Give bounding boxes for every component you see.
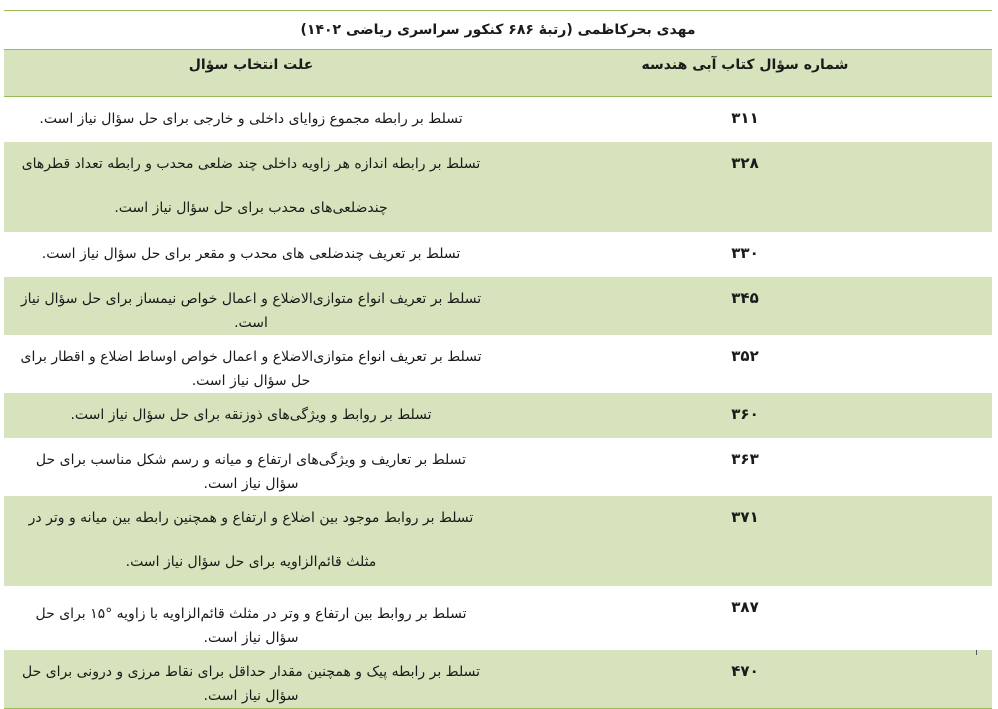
selection-reason: تسلط بر روابط موجود بین اضلاع و ارتفاع و همچنین رابطه بین میانه و وتر در مثلث قائم‌الزاویه برای حل سؤال نیاز است. xyxy=(4,496,498,586)
header-question-number: شماره سؤال کتاب آبی هندسه xyxy=(498,50,992,97)
table-row xyxy=(4,142,992,232)
selection-reason: تسلط بر رابطه پیک و همچنین مقدار حداقل برای نقاط مرزی و درونی برای حل سؤال نیاز است. xyxy=(4,650,498,709)
table-row xyxy=(4,335,992,393)
selection-reason: تسلط بر تعاریف و ویژگی‌های ارتفاع و میانه و رسم شکل مناسب برای حل سؤال نیاز است. xyxy=(35,451,467,492)
question-number: ۴۷۰ xyxy=(498,650,992,709)
selection-reason: تسلط بر روابط بین ارتفاع و وتر در مثلث قائم‌الزاویه با زاویه °۱۵ برای حل سؤال نیاز است. xyxy=(35,605,467,646)
table-row xyxy=(4,586,992,650)
table-row xyxy=(4,97,992,142)
header-row xyxy=(4,50,992,97)
question-number: ۳۶۰ xyxy=(498,393,992,438)
table-row xyxy=(4,277,992,335)
question-number: ۳۳۰ xyxy=(731,243,759,262)
table-row xyxy=(4,393,992,438)
header-selection-reason: علت انتخاب سؤال xyxy=(4,50,498,97)
selection-reason: تسلط بر تعریف انواع متوازی‌الاضلاع و اعمال خواص اوساط اضلاع و اقطار برای حل سؤال نیاز است. xyxy=(20,348,482,389)
questions-table xyxy=(4,10,992,709)
question-number: ۳۸۷ xyxy=(731,597,759,616)
table-row xyxy=(4,232,992,277)
question-number: ۳۶۳ xyxy=(731,449,759,468)
selection-reason: تسلط بر رابطه اندازه هر زاویه داخلی چند ضلعی محدب و رابطه تعداد قطرهای چندضلعی‌های محدب برای حل سؤال نیاز است. xyxy=(4,142,498,232)
selection-reason: تسلط بر روابط و ویژگی‌های ذوزنقه برای حل سؤال نیاز است. xyxy=(4,393,498,438)
question-number: ۳۴۵ xyxy=(498,277,992,335)
selection-reason: تسلط بر رابطه مجموع زوایای داخلی و خارجی برای حل سؤال نیاز است. xyxy=(39,111,463,127)
table-row xyxy=(4,438,992,496)
question-number: ۳۱۱ xyxy=(731,109,759,127)
selection-reason: تسلط بر تعریف انواع متوازی‌الاضلاع و اعمال خواص نیمساز برای حل سؤال نیاز است. xyxy=(4,277,498,335)
question-number: ۳۲۸ xyxy=(498,142,992,232)
question-number: ۳۷۱ xyxy=(498,496,992,586)
table-row xyxy=(4,650,992,709)
table-row xyxy=(4,496,992,586)
question-number: ۳۵۲ xyxy=(731,346,759,365)
table-title: مهدی بحرکاظمی (رتبهٔ ۶۸۶ کنکور سراسری ریاضی ۱۴۰۲) xyxy=(4,11,992,50)
selection-reason: تسلط بر تعریف چندضلعی های محدب و مقعر برای حل سؤال نیاز است. xyxy=(41,245,461,262)
page-corner-mark xyxy=(976,650,977,655)
